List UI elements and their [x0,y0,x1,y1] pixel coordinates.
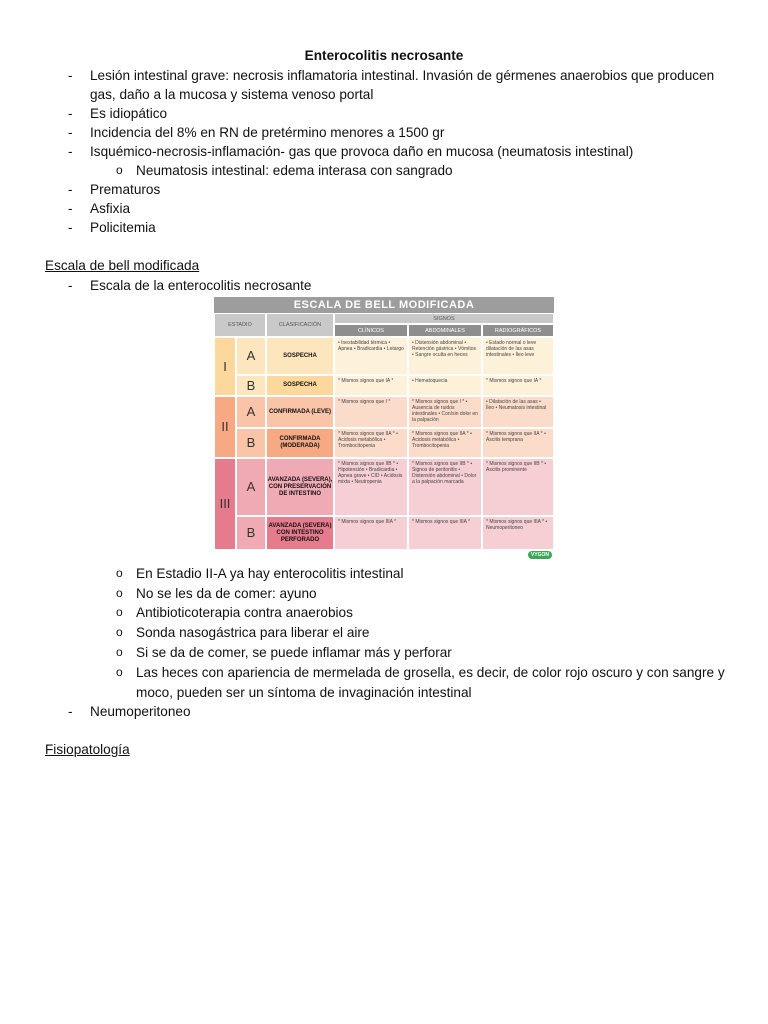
header-clasificacion: CLASIFICACIÓN [266,313,334,337]
dash-bullet: - [68,278,73,293]
substage: A [236,337,266,375]
signs-radiographic: * Mismos signos que IIIA * • Neumoperitoneo [482,516,554,550]
classification: CONFIRMADA (LEVE) [266,396,334,428]
substage: B [236,428,266,458]
classification: SOSPECHA [266,337,334,375]
circle-bullet: o [116,605,123,619]
circle-bullet: o [116,163,123,177]
stage-ii: II [214,396,236,458]
signs-radiographic: * Mismos signos que IA * [482,375,554,396]
circle-bullet: o [116,665,123,679]
list-item: Policitemia [90,220,156,235]
list-item: Es idiopático [90,106,168,121]
header-radiograficos: RADIOGRÁFICOS [482,324,554,337]
classification: AVANZADA (SEVERA), CON PRESERVACIÓN DE INTESTINO [266,458,334,516]
header-signos: SIGNOS [334,313,554,324]
dash-bullet: - [68,106,73,121]
circle-bullet: o [116,566,123,580]
list-item: Isquémico-necrosis-inflamación- gas que provoca daño en mucosa (neumatosis intestinal) [90,144,634,159]
list-item: Asfixia [90,201,131,216]
signs-clinical: * Mismos signos que IIA * • Acidosis metabólica • Trombocitopenia [334,428,408,458]
header-abdominales: ABDOMINALES [408,324,482,337]
list-item: Neumoperitoneo [90,704,191,719]
list-item: Lesión intestinal grave: necrosis inflamatoria intestinal. Invasión de gérmenes anaerobios que producen [90,68,715,83]
section-heading-fisiopatologia: Fisiopatología [45,742,130,757]
dash-bullet: - [68,182,73,197]
stage-i: I [214,337,236,396]
signs-abdominal: * Mismos signos que IIB * • Signos de peritonitis • Distensión abdominal • Dolor a la palpación marcada [408,458,482,516]
page-title: Enterocolitis necrosante [304,48,464,63]
signs-radiographic: * Mismos signos que IIB * • Ascitis prominente [482,458,554,516]
classification: AVANZADA (SEVERA) CON INTESTINO PERFORADO [266,516,334,550]
header-clinicos: CLÍNICOS [334,324,408,337]
signs-abdominal: * Mismos signos que IIA * • Acidosis metabólica • Trombocitopenia [408,428,482,458]
circle-bullet: o [116,586,123,600]
signs-abdominal: • Distensión abdominal • Retención gástrica • Vómitos • Sangre oculta en heces [408,337,482,375]
dash-bullet: - [68,201,73,216]
signs-radiographic: • Estado normal o leve dilatación de las asas intestinales • Íleo leve [482,337,554,375]
dash-bullet: - [68,68,73,83]
sub-list-item: Neumatosis intestinal: edema interasa con sangrado [136,163,453,178]
circle-bullet: o [116,645,123,659]
classification: SOSPECHA [266,375,334,396]
signs-radiographic: • Dilatación de las asas • Íleo • Neumatosis intestinal [482,396,554,428]
classification: CONFIRMADA (MODERADA) [266,428,334,458]
signs-clinical: * Mismos signos que IA * [334,375,408,396]
circle-bullet: o [116,625,123,639]
signs-abdominal: * Mismos signos que I * • Ausencia de ruidos intestinales • Con/sin dolor en la palpación [408,396,482,428]
signs-radiographic: * Mismos signos que IIA * • Ascitis temprana [482,428,554,458]
list-item: Prematuros [90,182,161,197]
stage-iii: III [214,458,236,550]
list-item: Incidencia del 8% en RN de pretérmino menores a 1500 gr [90,125,445,140]
bell-scale-table-image [214,297,554,563]
dash-bullet: - [68,704,73,719]
signs-clinical: * Mismos signos que IIB * • Hipotensión • Bradicardia • Apnea grave • CID • Acidosis mixta • Neutropenia [334,458,408,516]
dash-bullet: - [68,125,73,140]
signs-clinical: * Mismos signos que IIIA * [334,516,408,550]
vygon-logo: VYGON [528,551,552,559]
substage: B [236,375,266,396]
substage: A [236,396,266,428]
sub-list-item: Las heces con apariencia de mermelada de grosella, es decir, de color rojo oscuro y con sangre y [136,665,725,680]
signs-abdominal: • Hematoquecia [408,375,482,396]
list-item: Escala de la enterocolitis necrosante [90,278,312,293]
list-item-continued: gas, daño a la mucosa y sistema venoso portal [90,87,374,102]
dash-bullet: - [68,220,73,235]
sub-list-item: No se les da de comer: ayuno [136,586,317,601]
sub-list-item: Antibioticoterapia contra anaerobios [136,605,353,620]
signs-clinical: * Mismos signos que I * [334,396,408,428]
signs-clinical: • Inestabilidad térmica • Apnea • Bradicardia • Letargo [334,337,408,375]
substage: B [236,516,266,550]
sub-list-item-continued: moco, pueden ser un síntoma de invaginación intestinal [136,685,472,700]
sub-list-item: En Estadio II-A ya hay enterocolitis intestinal [136,566,404,581]
sub-list-item: Si se da de comer, se puede inflamar más y perforar [136,645,452,660]
section-heading-bell: Escala de bell modificada [45,258,200,273]
sub-list-item: Sonda nasogástrica para liberar el aire [136,625,370,640]
header-estadio: ESTADIO [214,313,266,337]
signs-abdominal: * Mismos signos que IIIA * [408,516,482,550]
table-title: ESCALA DE BELL MODIFICADA [214,297,554,313]
substage: A [236,458,266,516]
dash-bullet: - [68,144,73,159]
